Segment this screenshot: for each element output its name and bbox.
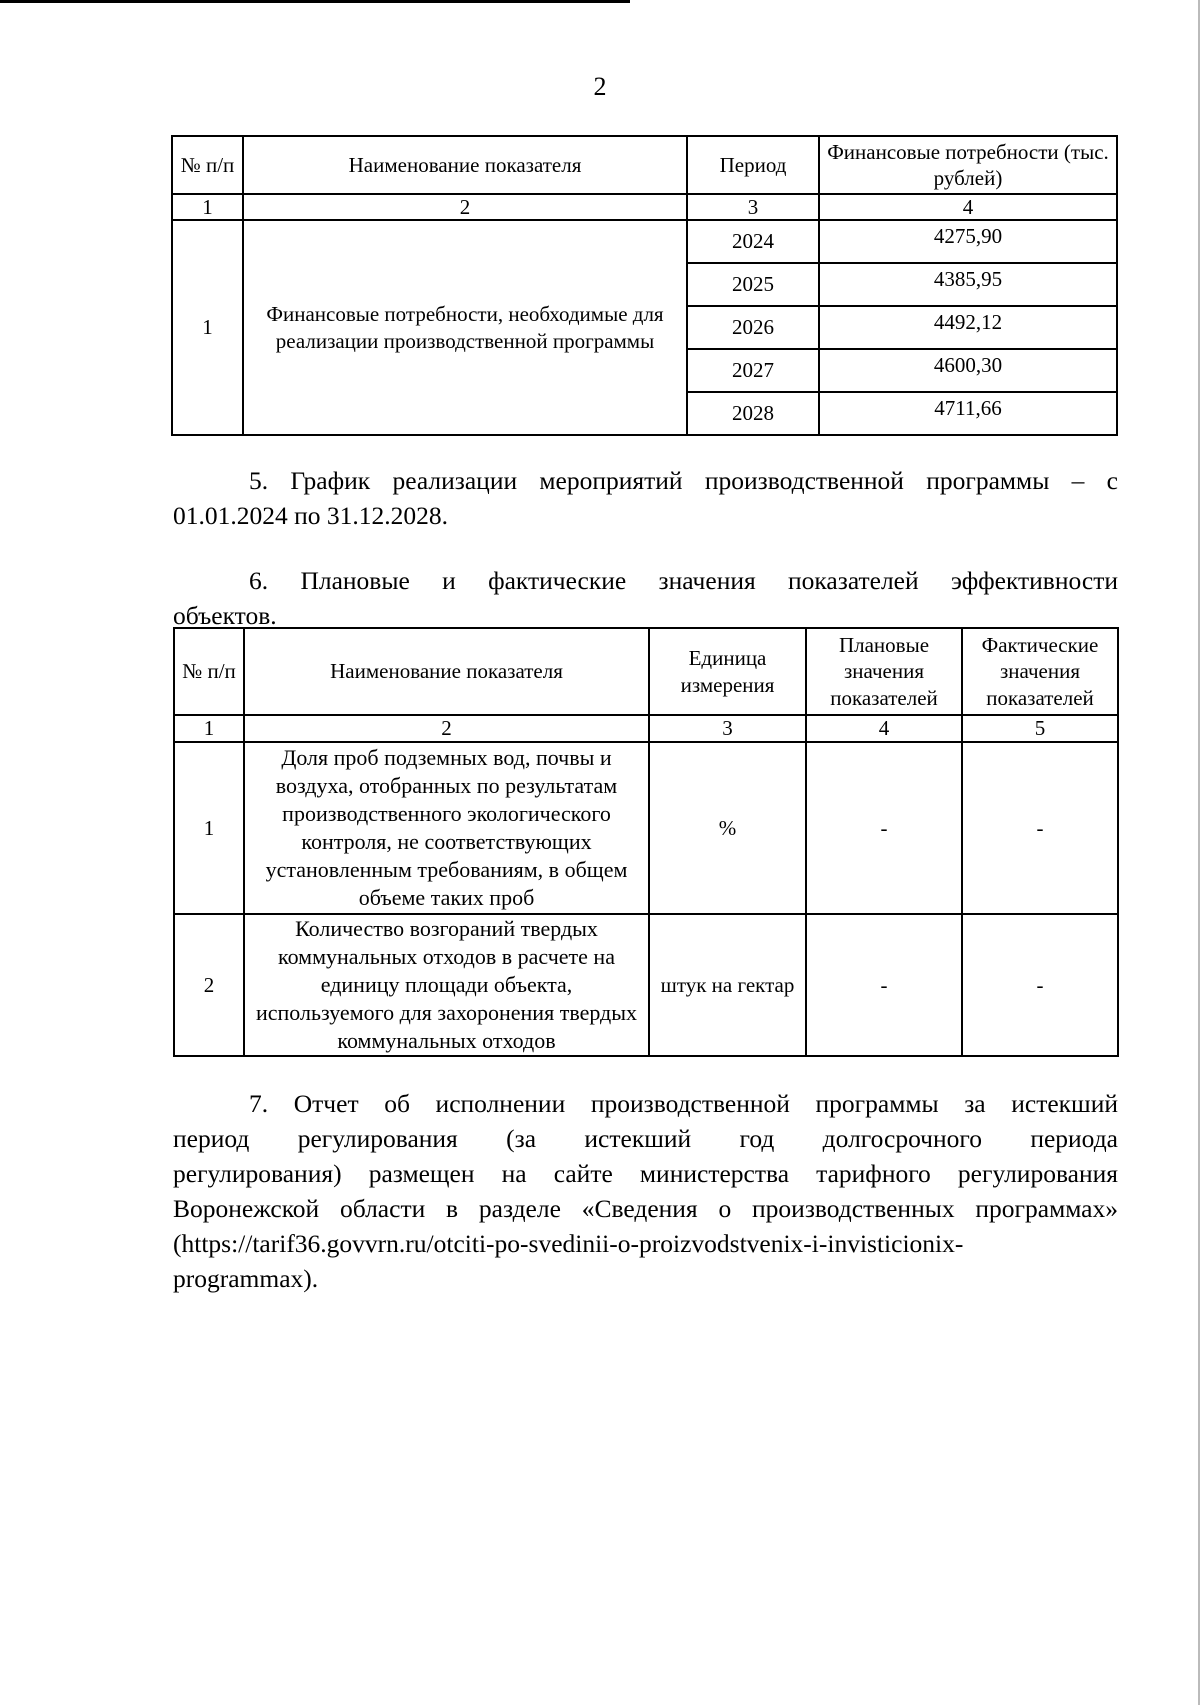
header-financial-needs: Финансовые потребности (тыс. рублей): [819, 136, 1117, 194]
row-planned-value: -: [806, 914, 962, 1056]
paragraph-line: регулирования) размещен на сайте министерства тарифного регулирования: [173, 1159, 1118, 1188]
paragraph-line: Воронежской области в разделе «Сведения о производственных программах»: [173, 1194, 1118, 1223]
row-planned-value: -: [806, 742, 962, 914]
paragraph-line: 01.01.2024 по 31.12.2028.: [173, 501, 449, 530]
amount-cell: 4385,95: [819, 263, 1117, 306]
period-cell: 2027: [687, 349, 819, 392]
table-row: [174, 742, 1118, 914]
header-actual-values: Фактические значения показателей: [962, 628, 1118, 715]
index-cell: 1: [174, 715, 244, 742]
table-row: [174, 914, 1118, 1056]
row-number: 1: [174, 742, 244, 914]
header-period: Период: [687, 136, 819, 194]
row-indicator-name: Финансовые потребности, необходимые для реализации производственной программы: [243, 220, 687, 435]
financial-needs-table: [171, 135, 1118, 436]
row-indicator-name: Доля проб подземных вод, почвы и воздуха, отобранных по результатам производственного экологического контроля, не соответствующих установленным требованиям, в общем объеме таких проб: [244, 742, 649, 914]
header-indicator-name: Наименование показателя: [243, 136, 687, 194]
period-cell: 2028: [687, 392, 819, 435]
row-unit: штук на гектар: [649, 914, 806, 1056]
section-7-paragraph: [173, 1086, 1118, 1296]
paragraph-line: 5. График реализации мероприятий производственной программы – с: [249, 466, 1118, 495]
index-cell: 3: [687, 194, 819, 220]
scan-top-rule: [0, 0, 630, 3]
period-cell: 2025: [687, 263, 819, 306]
amount-cell: 4492,12: [819, 306, 1117, 349]
header-number: № п/п: [174, 628, 244, 715]
row-number: 1: [172, 220, 243, 435]
amount-cell: 4275,90: [819, 220, 1117, 263]
index-cell: 5: [962, 715, 1118, 742]
paragraph-line: период регулирования (за истекший год долгосрочного периода: [173, 1124, 1118, 1153]
index-cell: 1: [172, 194, 243, 220]
header-indicator-name: Наименование показателя: [244, 628, 649, 715]
index-cell: 3: [649, 715, 806, 742]
index-cell: 4: [819, 194, 1117, 220]
index-cell: 4: [806, 715, 962, 742]
table-header-row: [174, 628, 1118, 715]
period-cell: 2024: [687, 220, 819, 263]
index-cell: 2: [243, 194, 687, 220]
row-unit: %: [649, 742, 806, 914]
table-header-row: [172, 136, 1117, 194]
paragraph-line: 7. Отчет об исполнении производственной программы за истекший: [249, 1089, 1118, 1118]
page-number: 2: [593, 72, 607, 101]
table-row: [172, 220, 1117, 263]
table-index-row: [174, 715, 1118, 742]
row-actual-value: -: [962, 742, 1118, 914]
row-indicator-name: Количество возгораний твердых коммунальных отходов в расчете на единицу площади объекта, используемого для захоронения твердых коммунальных отходов: [244, 914, 649, 1056]
paragraph-line: programmax).: [173, 1264, 319, 1293]
row-number: 2: [174, 914, 244, 1056]
amount-cell: 4600,30: [819, 349, 1117, 392]
efficiency-indicators-table: [173, 627, 1119, 1057]
index-cell: 2: [244, 715, 649, 742]
header-planned-values: Плановые значения показателей: [806, 628, 962, 715]
section-5-paragraph: [173, 463, 1118, 533]
amount-cell: 4711,66: [819, 392, 1117, 435]
period-cell: 2026: [687, 306, 819, 349]
header-number: № п/п: [172, 136, 243, 194]
row-actual-value: -: [962, 914, 1118, 1056]
paragraph-line: 6. Плановые и фактические значения показателей эффективности: [249, 566, 1118, 595]
table-index-row: [172, 194, 1117, 220]
header-unit: Единица измерения: [649, 628, 806, 715]
section-6-paragraph: [173, 563, 1118, 633]
paragraph-line: объектов.: [173, 601, 277, 630]
report-link[interactable]: (https://tarif36.govvrn.ru/otciti-po-svedinii-o-proizvodstvenix-i-invisticionix-: [173, 1229, 964, 1258]
